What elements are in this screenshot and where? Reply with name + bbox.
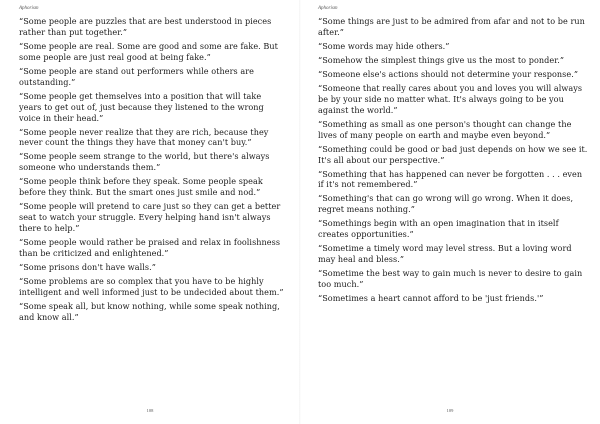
quote: “Some prisons don't have walls.”: [19, 261, 156, 272]
quote: “Sometime a timely word may level stress. But a loving word may heal and bless.”: [318, 243, 572, 265]
quote: “Some things are just to be admired from afar and not to be run after.”: [318, 16, 585, 37]
quote: “Some words may hide others.”: [318, 40, 450, 51]
quote: “Some people would rather be praised and relax in foolishness than be criticized and enlightened.”: [19, 237, 281, 258]
quote: “Sometime the best way to gain much is never to desire to gain too much.”: [318, 268, 583, 290]
quote: “Somethings begin with an open imagination that in itself creates opportunities.”: [318, 218, 559, 240]
quote: “Some people think before they speak. Some people speak before they think. But the smart ones just smile and nod.”: [19, 176, 263, 198]
quote: “Some people are stand out performers while others are outstanding.”: [19, 65, 254, 87]
quote: “Something could be good or bad just depends on how we see it. It's all about our perspective.”: [318, 143, 588, 165]
left-quote-list: [19, 16, 284, 323]
quote: “Some people seem strange to the world, but there's always someone who understands them.”: [19, 151, 270, 173]
quote: “Someone else's actions should not determine your response.”: [318, 68, 579, 79]
left-running-head: Aphorism: [19, 6, 39, 11]
right-quote-list: [318, 16, 588, 304]
quote: “Something that has happened can never be forgotten . . . even if it's not remembered.”: [318, 168, 583, 190]
quote: “Some problems are so complex that you have to be highly intelligent and well informed just to be undecided about them.”: [19, 275, 284, 297]
right-running-head: Aphorism: [318, 6, 338, 11]
quote: “Someone that really cares about you and loves you will always be by your side no matter what. It's always going to be you against the world.”: [318, 82, 583, 115]
quote: “Some speak all, but know nothing, while some speak nothing, and know all.”: [19, 300, 280, 322]
quote: “Sometimes a heart cannot afford to be 'just friends.'”: [318, 293, 544, 304]
quote: “Somehow the simplest things give us the most to ponder.”: [318, 54, 565, 65]
quote: “Some people are puzzles that are best understood in pieces rather than put together.”: [19, 16, 272, 37]
quote: “Some people never realize that they are rich, because they never count the things they have that money can't buy.”: [19, 126, 269, 148]
right-page-number: 109: [446, 408, 454, 413]
quote: “Something's that can go wrong will go wrong. When it does, regret means nothing.”: [318, 193, 574, 215]
quote: “Something as small as one person's thought can change the lives of many people on earth and maybe even beyond.”: [318, 118, 572, 140]
quote: “Some people will pretend to care just so they can get a better seat to watch your struggle. Every helping hand isn't always there to help.”: [19, 201, 281, 234]
left-page-number: 108: [146, 408, 154, 413]
right-page: [300, 0, 600, 424]
quote: “Some people get themselves into a position that will take years to get out of, just because they listened to the wrong voice in their head.”: [19, 90, 264, 123]
quote: “Some people are real. Some are good and some are fake. But some people are just real good at being fake.”: [19, 40, 278, 62]
